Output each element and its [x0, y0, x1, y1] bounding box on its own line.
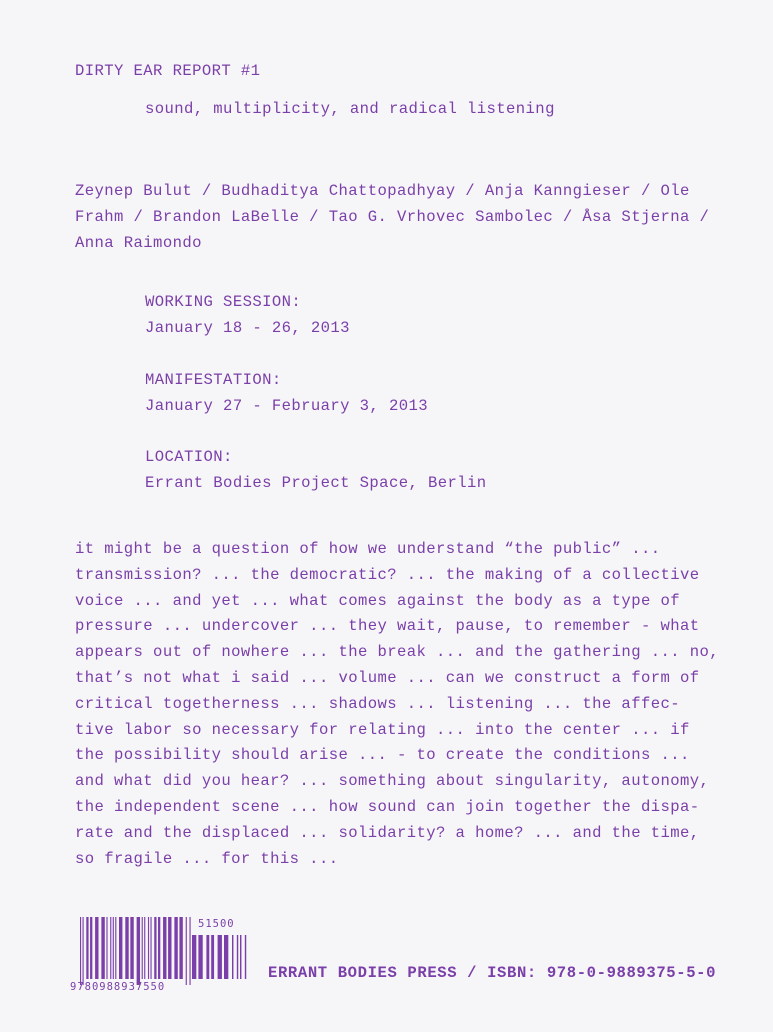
barcode-bar	[150, 917, 151, 979]
barcode-bar	[168, 917, 171, 979]
working-session-label: WORKING SESSION:	[145, 293, 302, 311]
body-line: and what did you hear? ... something about singularity, autonomy,	[75, 772, 710, 791]
body-line: critical togetherness ... shadows ... listening ... the affec-	[75, 694, 680, 713]
body-line: tive labor so necessary for relating ... into the center ... if	[75, 720, 690, 739]
barcode-bar	[224, 935, 228, 979]
barcode-bar	[174, 917, 177, 979]
barcode-bar	[80, 917, 81, 985]
barcode-bar	[240, 935, 241, 979]
barcode-bar	[142, 917, 143, 979]
barcode-bar	[186, 917, 187, 985]
barcode-addon-number: 51500	[198, 918, 235, 930]
barcode-bar	[163, 917, 166, 979]
barcode-bar	[158, 917, 160, 979]
barcode-bar	[115, 917, 116, 979]
body-line: the independent scene ... how sound can join together the dispa-	[75, 797, 700, 816]
report-subtitle: sound, multiplicity, and radical listening	[145, 100, 555, 118]
barcode-main-bars	[80, 917, 205, 985]
barcode-bar	[83, 917, 84, 985]
barcode-bar	[137, 917, 140, 985]
barcode-bar	[218, 935, 222, 979]
barcode-bar	[192, 935, 196, 979]
barcode-icon	[68, 915, 268, 995]
barcode-bar	[144, 917, 145, 979]
report-title: DIRTY EAR REPORT #1	[75, 62, 261, 80]
barcode-bar	[189, 917, 190, 985]
barcode-bar	[237, 935, 238, 979]
author-list	[75, 178, 755, 256]
barcode-bar	[95, 917, 98, 979]
body-line: voice ... and yet ... what comes against the body as a type of	[75, 591, 680, 610]
barcode-bar	[198, 935, 202, 979]
manifestation-dates: January 27 - February 3, 2013	[145, 397, 428, 415]
barcode-bar	[179, 917, 182, 979]
author-line: Anna Raimondo	[75, 234, 202, 252]
barcode-bar	[125, 917, 128, 979]
barcode-bar	[86, 917, 88, 979]
barcode-bar	[106, 917, 107, 979]
barcode-bar	[130, 917, 133, 979]
body-line: it might be a question of how we understand “the public” ...	[75, 540, 661, 558]
author-line: Frahm / Brandon LaBelle / Tao G. Vrhovec Sambolec / Åsa Stjerna /	[75, 208, 710, 226]
body-paragraph	[75, 537, 719, 872]
body-line: the possibility should arise ... - to create the conditions ...	[75, 746, 690, 765]
body-line: rate and the displaced ... solidarity? a home? ... and the time,	[75, 823, 700, 842]
author-line: Zeynep Bulut / Budhaditya Chattopadhyay / Anja Kanngieser / Ole	[75, 182, 690, 200]
body-line: appears out of nowhere ... the break ... and the gathering ... no,	[75, 643, 720, 662]
location-label: LOCATION:	[145, 448, 233, 466]
manifestation-label: MANIFESTATION:	[145, 371, 282, 389]
barcode-bar	[101, 917, 104, 979]
body-line: pressure ... undercover ... they wait, pause, to remember - what	[75, 617, 700, 636]
barcode-bar	[119, 917, 122, 979]
barcode-addon-bars	[192, 935, 252, 985]
barcode-main-number: 9780988937550	[70, 981, 166, 993]
publisher-isbn: ERRANT BODIES PRESS / ISBN: 978-0-9889375-5-0	[268, 964, 717, 982]
barcode-bar	[232, 935, 233, 979]
barcode-bar	[90, 917, 92, 979]
barcode-bar	[245, 935, 246, 979]
barcode-bar	[211, 935, 214, 979]
body-line: so fragile ... for this ...	[75, 849, 339, 868]
body-line: that’s not what i said ... volume ... can we construct a form of	[75, 668, 700, 687]
working-session-dates: January 18 - 26, 2013	[145, 319, 350, 337]
barcode-bar	[206, 935, 209, 979]
body-line: transmission? ... the democratic? ... the making of a collective	[75, 565, 700, 584]
location-value: Errant Bodies Project Space, Berlin	[145, 474, 487, 492]
barcode-bar	[113, 917, 114, 979]
barcode-bar	[148, 917, 149, 979]
barcode-bar	[154, 917, 156, 979]
barcode-bar	[110, 917, 111, 979]
